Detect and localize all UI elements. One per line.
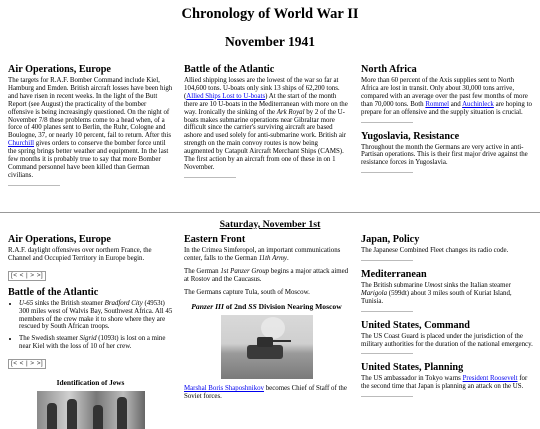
text-run: are hoping to prepare for an offensive and the supply situation is crucial. — [361, 100, 532, 116]
text-run: ) At the start of the month there are 10 U-boats in the Mediterranean with more on the way. Ironically the sinking of the — [184, 92, 348, 116]
event-list — [8, 300, 173, 351]
text-run: sinks the Italian steamer — [442, 281, 511, 289]
text-run: Allied shipping losses are the lowest of the war so far at 104,600 tons. U-boats only sink 13 ships of 62,200 tons. ( — [184, 77, 340, 100]
text-run: and — [449, 100, 463, 108]
divider — [184, 177, 236, 178]
section-text — [184, 247, 349, 263]
link-shaposhnikov[interactable]: Marshal Boris Shaposhnikov — [184, 385, 265, 393]
page-subtitle: November 1941 — [224, 34, 316, 49]
section-heading: Battle of the Atlantic — [184, 64, 275, 75]
photo-caption: Identification of Jews — [56, 378, 125, 388]
text-run: The Swedish steamer — [19, 335, 80, 343]
photo-caption — [184, 303, 349, 311]
divider — [361, 122, 413, 123]
section-heading: Air Operations, Europe — [8, 234, 111, 245]
text-run: begins a major attack aimed at Rostov and the Caucasus. — [184, 267, 349, 283]
section-heading: Air Operations, Europe — [8, 64, 111, 75]
link-president-roosevelt[interactable]: President Roosevelt — [462, 375, 518, 383]
section-heading: United States, Planning — [361, 362, 464, 374]
date-heading: Saturday, November 1st — [219, 219, 321, 230]
section-text — [184, 385, 349, 401]
section-heading: Japan, Policy — [361, 234, 420, 245]
section-text — [361, 282, 533, 306]
section-text: Throughout the month the Germans are very active in anti-Partisan operations. This is their first major drive against the resistance forces in Yugoslavia. — [361, 143, 528, 167]
text-run: . — [287, 254, 289, 262]
section-text: The Germans capture Tula, south of Moscow. — [184, 288, 310, 296]
text-run: The targets for R.A.F. Bomber Command include Kiel, Hamburg and Emden. British aircraft losses have been high and have risen in recent weeks. In the light of the Butt Report (see August) the practicality of the bomber offensive is being increasingly questioned. On the night of November 7/8 these problems come to a head when, of a force of 400 planes sent to Berlin, the Ruhr, Cologne and Boulogne, 37, or nearly 10 percent, fail to return. After this — [8, 77, 173, 140]
text-run: for the second time that Japan is planning an attack on the US. — [361, 375, 528, 391]
section-heading: North Africa — [361, 64, 417, 75]
overview-col-1 — [8, 64, 173, 194]
list-item — [19, 335, 173, 351]
divider — [361, 260, 413, 261]
text-run: gives orders to conserve the bomber force until the spring brings better weather and equipment. In the last few months it is probably true to say that more Bomber Command personnel have been killed than German civilians. — [8, 140, 169, 179]
section-heading: Eastern Front — [184, 234, 246, 245]
link-allied-ships-lost[interactable]: Allied Ships Lost to U-boats — [186, 92, 266, 100]
section-text — [184, 77, 349, 172]
overview-col-3 — [361, 64, 533, 181]
ship-name: Marigola — [361, 289, 388, 297]
prev-next-nav[interactable]: [< < | > >] — [8, 271, 46, 281]
divider — [361, 353, 413, 354]
section-text: The US Coast Guard is placed under the jurisdiction of the military authorities for the duration of the national emergency. — [361, 332, 533, 348]
section-text — [361, 77, 533, 117]
text-run: The British submarine — [361, 281, 425, 289]
text-run: (1093t) is lost on a mine near Kiel with the loss of 10 of her crew. — [19, 335, 166, 351]
list-item — [19, 300, 173, 332]
day-col-2 — [184, 234, 349, 406]
text-run: (4953t) 300 miles west of Walvis Bay, Southwest Africa. All 45 members of the crew make it to shore where they are rescued by South African troops. — [19, 299, 173, 331]
text-run: (599dt) about 3 miles south of Kuriat Island, Tunisia. — [361, 289, 512, 305]
text-run: SS — [248, 301, 257, 311]
divider — [8, 185, 60, 186]
text-run: becomes Chief of Staff of the Soviet forces. — [184, 385, 347, 401]
submarine-name: Umost — [424, 281, 443, 289]
section-text: The Japanese Combined Fleet changes its radio code. — [361, 247, 509, 254]
link-churchill[interactable]: Churchill — [8, 140, 35, 148]
link-rommel[interactable]: Rommel — [425, 100, 450, 108]
overview-col-2 — [184, 64, 349, 186]
divider — [361, 396, 413, 397]
text-run: of 2nd — [223, 301, 249, 311]
army-name: 11th Army — [258, 254, 287, 262]
text-run: Panzer III — [191, 301, 224, 311]
link-auchinleck[interactable]: Auchinleck — [462, 100, 494, 108]
text-run: sinks the British steamer — [33, 299, 105, 307]
section-heading: Yugoslavia, Resistance — [361, 130, 460, 142]
ship-name: Ark Royal — [276, 108, 305, 116]
text-run: In the Crimea Simferopol, an important communications center, falls to the German — [184, 247, 341, 262]
section-text: R.A.F. daylight offensives over northern France, the Channel and Occupied Territory in Europe begin. — [8, 247, 152, 262]
text-run: More than 60 percent of the Axis supplies sent to North Africa are lost in transit. Only about 30,000 tons arrive, compared with an average over the past few months of more than 70,000 tons. Both — [361, 77, 528, 108]
ship-name: Sigrid — [79, 335, 97, 343]
text-run: The German — [184, 267, 221, 275]
jews-photo — [37, 391, 145, 429]
divider — [361, 172, 413, 173]
prev-next-nav[interactable]: [< < | > >] — [8, 359, 46, 369]
day-col-1 — [8, 234, 173, 429]
panzer-photo — [221, 315, 313, 379]
section-text — [184, 268, 349, 284]
horizontal-rule — [0, 212, 540, 213]
section-heading: United States, Command — [361, 319, 470, 331]
section-text — [361, 375, 533, 391]
text-run: The US ambassador in Tokyo warns — [361, 375, 463, 383]
text-run: Division Nearing Moscow — [256, 301, 342, 311]
text-run: by 2 of the U-boats makes submarine operations near Gibraltar more difficult since the carrier's surviving aircraft are based ashore and used solely for anti-submarine work. British air strength on the main convoy routes is now being augmented by Catapult Aircraft Merchant Ships (CAMS). The first action by an aircraft from one of these in on 1 November. — [184, 108, 347, 171]
page-title: Chronology of World War II — [181, 6, 359, 22]
divider — [361, 311, 413, 312]
section-heading: Battle of the Atlantic — [8, 286, 99, 298]
group-name: 1st Panzer Group — [220, 267, 270, 275]
ship-name: Bradford City — [104, 299, 143, 307]
section-heading: Mediterranean — [361, 268, 427, 280]
day-col-3 — [361, 234, 533, 405]
uboat-name: U-65 — [19, 299, 34, 307]
section-text — [8, 77, 173, 180]
